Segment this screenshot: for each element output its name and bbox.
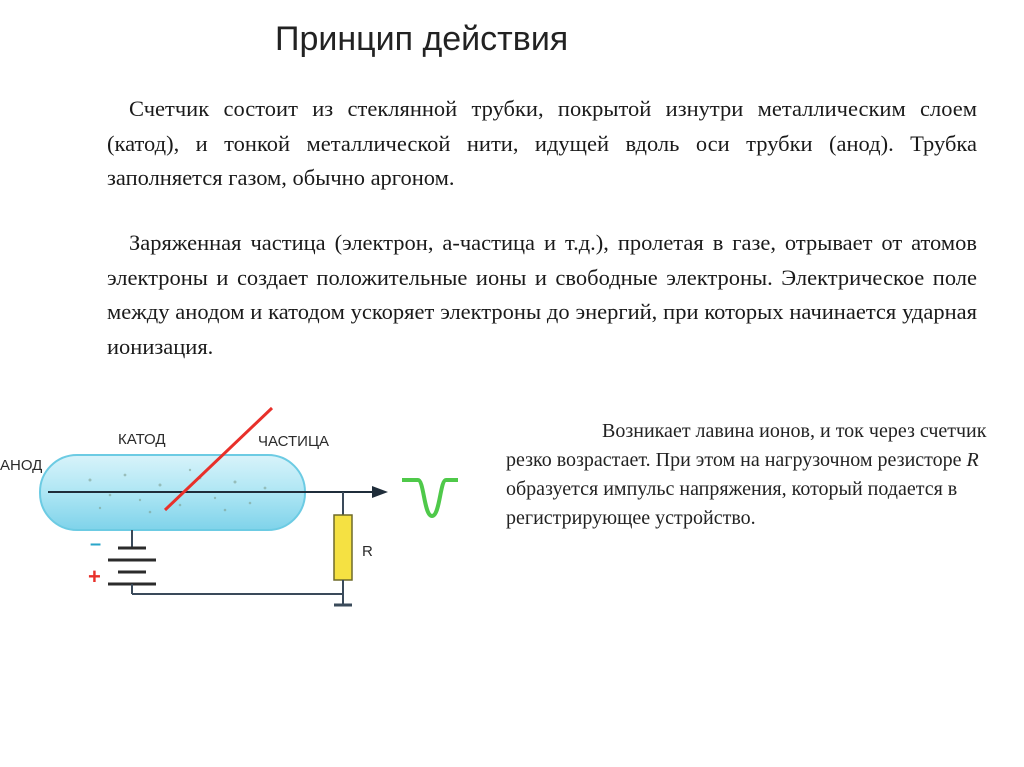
label-anode: АНОД [0,457,43,474]
output-arrow [372,486,388,498]
geiger-counter-diagram [0,400,470,630]
resistor-symbol: R [966,449,979,471]
side-text-part2: образуется импульс напряжения, который подается в регистрирующее устройство. [506,478,958,529]
voltage-pulse [402,480,458,516]
slide-title: Принцип действия [275,20,569,58]
label-resistor: R [362,543,373,560]
label-minus: – [90,533,102,555]
label-plus: + [88,564,101,589]
side-text-part1: Возникает лавина ионов, и ток через счетчик резко возрастает. При этом на нагрузочном резисторе [506,420,987,471]
avalanche-description [506,417,988,533]
label-cathode: КАТОД [118,431,166,448]
paragraph-tube-structure: Счетчик состоит из стеклянной трубки, покрытой изнутри металлическим слоем (катод), и тонкой металлической нити, идущей вдоль оси трубки (анод). Трубка заполняется газом, обычно аргоном. [107,96,977,190]
battery [108,548,156,584]
load-resistor [334,515,352,580]
paragraph-ionization: Заряженная частица (электрон, а-частица и т.д.), пролетая в газе, отрывает от атомов электроны и создает положительные ионы и свободные электроны. Электрическое поле между анодом и катодом ускоряет электроны до энергий, при которых начинается ударная ионизация. [107,230,977,359]
label-particle: ЧАСТИЦА [258,433,330,450]
